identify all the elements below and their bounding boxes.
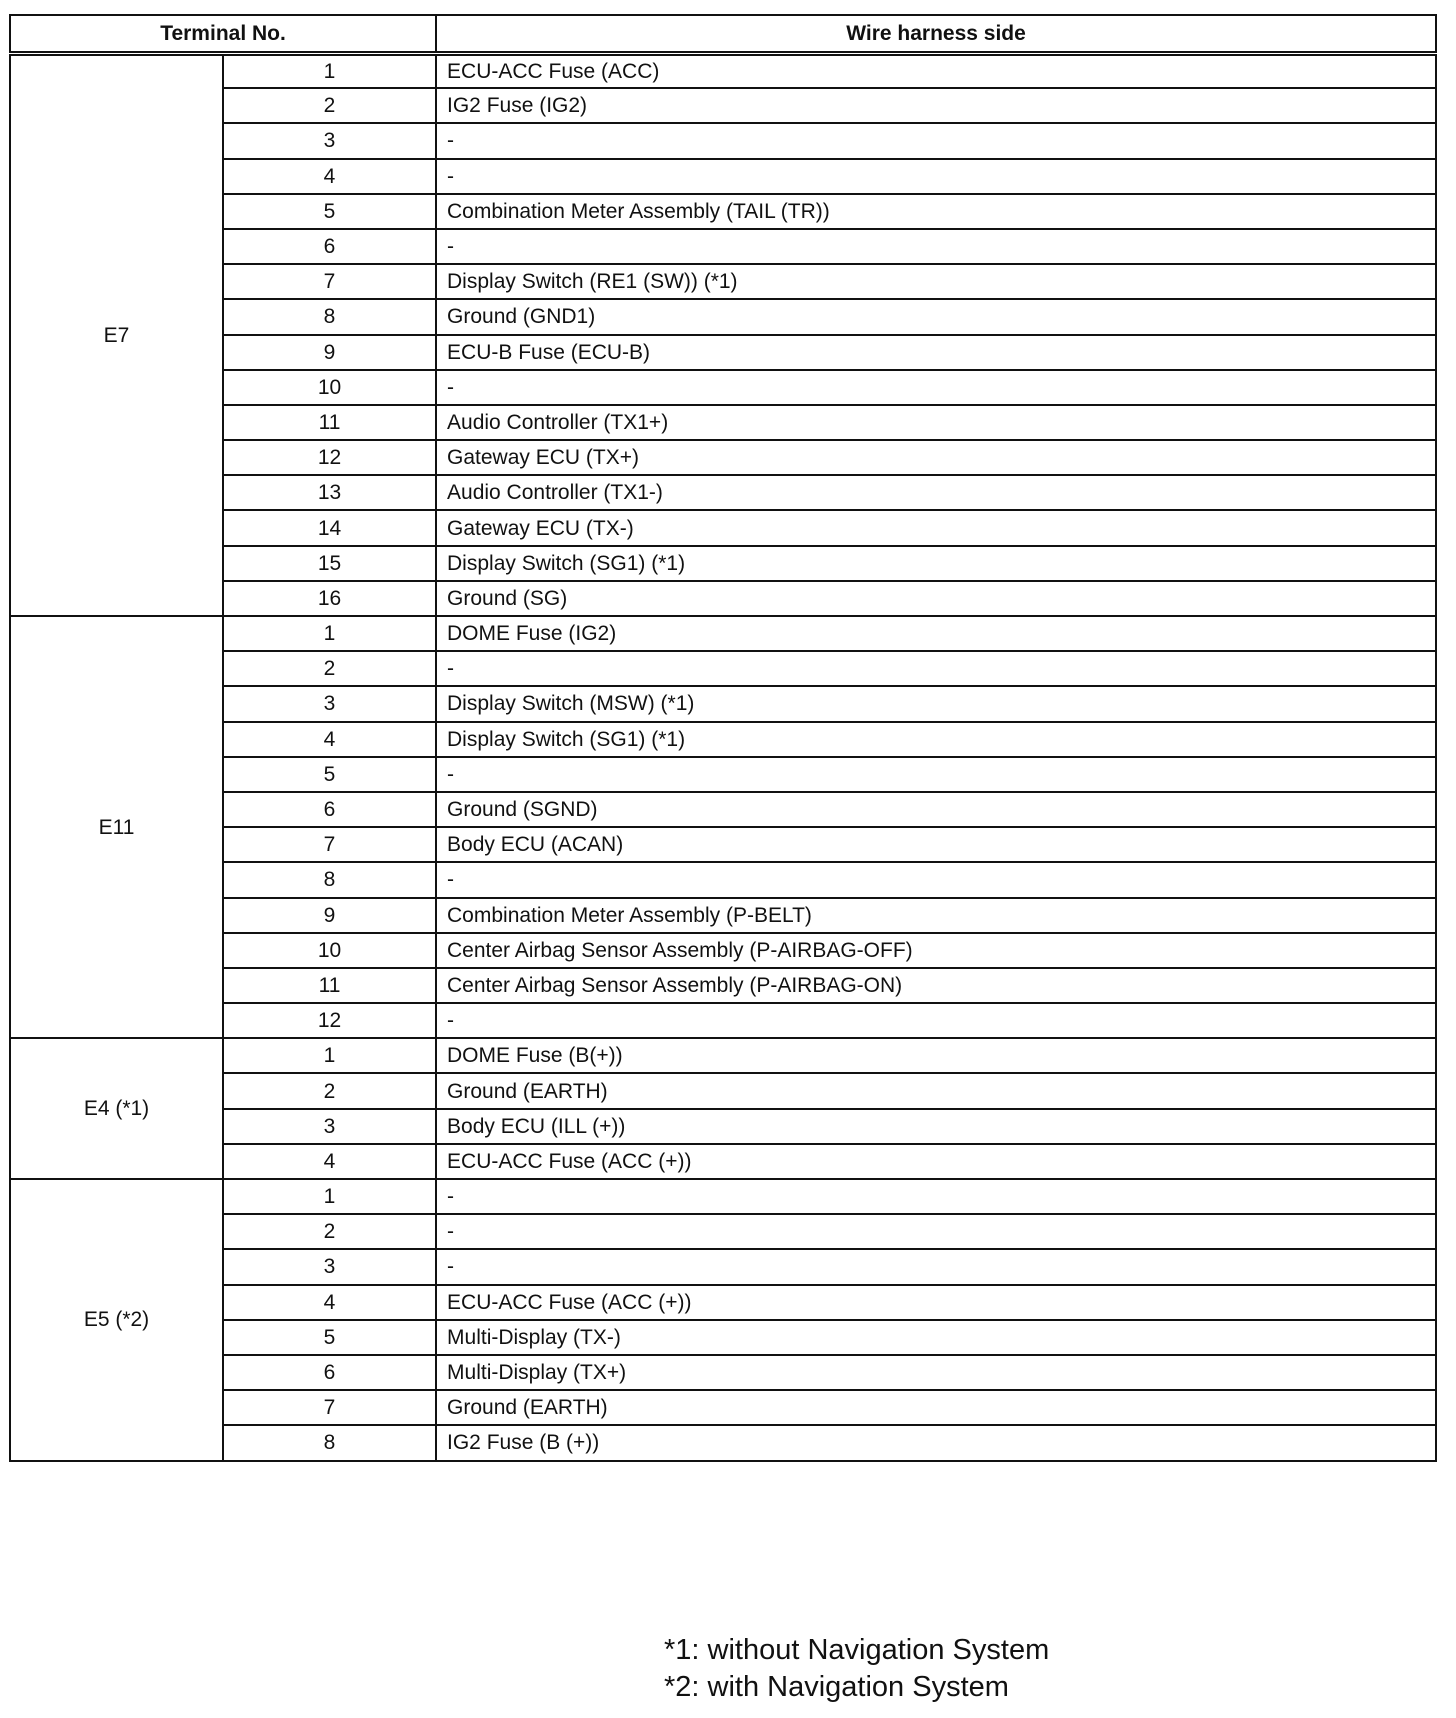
- table-row: [10, 1073, 1436, 1108]
- table-row: [10, 1038, 1436, 1073]
- pin-number-cell: 4: [223, 1285, 436, 1320]
- pin-number-cell: 1: [223, 53, 436, 88]
- pin-number-cell: 9: [223, 335, 436, 370]
- table-row: [10, 1249, 1436, 1284]
- table-row: [10, 1285, 1436, 1320]
- wire-harness-cell: Display Switch (SG1) (*1): [436, 722, 1436, 757]
- table-row: [10, 159, 1436, 194]
- pin-number-cell: 2: [223, 1214, 436, 1249]
- wire-harness-cell: DOME Fuse (B(+)): [436, 1038, 1436, 1073]
- pin-number-cell: 4: [223, 722, 436, 757]
- table-row: [10, 1003, 1436, 1038]
- terminal-sheet: [9, 14, 1435, 1462]
- table-row: [10, 1425, 1436, 1460]
- table-row: [10, 264, 1436, 299]
- wire-harness-cell: -: [436, 370, 1436, 405]
- wire-harness-cell: -: [436, 1003, 1436, 1038]
- wire-harness-cell: -: [436, 159, 1436, 194]
- table-row: [10, 933, 1436, 968]
- header-wire-harness-side: Wire harness side: [436, 15, 1436, 53]
- wire-harness-cell: DOME Fuse (IG2): [436, 616, 1436, 651]
- wire-harness-cell: Ground (EARTH): [436, 1390, 1436, 1425]
- pin-number-cell: 15: [223, 546, 436, 581]
- pin-number-cell: 11: [223, 968, 436, 1003]
- pin-number-cell: 8: [223, 299, 436, 334]
- terminal-table: [9, 14, 1437, 1462]
- wire-harness-cell: -: [436, 651, 1436, 686]
- connector-cell: E7: [10, 53, 223, 616]
- wire-harness-cell: ECU-ACC Fuse (ACC (+)): [436, 1144, 1436, 1179]
- footnote-2: *2: with Navigation System: [664, 1671, 1009, 1703]
- table-body: [10, 53, 1436, 1461]
- pin-number-cell: 3: [223, 686, 436, 721]
- table-row: [10, 53, 1436, 88]
- pin-number-cell: 9: [223, 898, 436, 933]
- table-row: [10, 475, 1436, 510]
- pin-number-cell: 1: [223, 1038, 436, 1073]
- table-header-row: [10, 15, 1436, 53]
- wire-harness-cell: Combination Meter Assembly (TAIL (TR)): [436, 194, 1436, 229]
- table-row: [10, 88, 1436, 123]
- pin-number-cell: 1: [223, 616, 436, 651]
- wire-harness-cell: Ground (SGND): [436, 792, 1436, 827]
- table-row: [10, 686, 1436, 721]
- table-row: [10, 1144, 1436, 1179]
- pin-number-cell: 10: [223, 933, 436, 968]
- table-row: [10, 299, 1436, 334]
- pin-number-cell: 3: [223, 1109, 436, 1144]
- connector-cell: E11: [10, 616, 223, 1038]
- wire-harness-cell: ECU-ACC Fuse (ACC (+)): [436, 1285, 1436, 1320]
- wire-harness-cell: Ground (SG): [436, 581, 1436, 616]
- wire-harness-cell: Combination Meter Assembly (P-BELT): [436, 898, 1436, 933]
- table-row: [10, 229, 1436, 264]
- wire-harness-cell: Multi-Display (TX-): [436, 1320, 1436, 1355]
- pin-number-cell: 5: [223, 757, 436, 792]
- wire-harness-cell: Multi-Display (TX+): [436, 1355, 1436, 1390]
- pin-number-cell: 2: [223, 651, 436, 686]
- wire-harness-cell: Display Switch (SG1) (*1): [436, 546, 1436, 581]
- wire-harness-cell: Body ECU (ACAN): [436, 827, 1436, 862]
- pin-number-cell: 11: [223, 405, 436, 440]
- pin-number-cell: 2: [223, 1073, 436, 1108]
- wire-harness-cell: -: [436, 757, 1436, 792]
- table-row: [10, 1179, 1436, 1214]
- table-row: [10, 1390, 1436, 1425]
- pin-number-cell: 3: [223, 1249, 436, 1284]
- wire-harness-cell: ECU-B Fuse (ECU-B): [436, 335, 1436, 370]
- pin-number-cell: 6: [223, 229, 436, 264]
- pin-number-cell: 6: [223, 792, 436, 827]
- table-row: [10, 1214, 1436, 1249]
- connector-cell: E4 (*1): [10, 1038, 223, 1179]
- table-row: [10, 862, 1436, 897]
- wire-harness-cell: Center Airbag Sensor Assembly (P-AIRBAG-OFF): [436, 933, 1436, 968]
- pin-number-cell: 1: [223, 1179, 436, 1214]
- pin-number-cell: 7: [223, 1390, 436, 1425]
- table-row: [10, 757, 1436, 792]
- wire-harness-cell: ECU-ACC Fuse (ACC): [436, 53, 1436, 88]
- footnote-1: *1: without Navigation System: [664, 1634, 1050, 1666]
- wire-harness-cell: Body ECU (ILL (+)): [436, 1109, 1436, 1144]
- pin-number-cell: 4: [223, 159, 436, 194]
- table-row: [10, 194, 1436, 229]
- table-row: [10, 405, 1436, 440]
- wire-harness-cell: -: [436, 1179, 1436, 1214]
- table-row: [10, 581, 1436, 616]
- wire-harness-cell: Display Switch (RE1 (SW)) (*1): [436, 264, 1436, 299]
- table-row: [10, 546, 1436, 581]
- wire-harness-cell: Gateway ECU (TX+): [436, 440, 1436, 475]
- table-row: [10, 792, 1436, 827]
- table-row: [10, 510, 1436, 545]
- table-row: [10, 651, 1436, 686]
- pin-number-cell: 7: [223, 264, 436, 299]
- pin-number-cell: 10: [223, 370, 436, 405]
- table-row: [10, 123, 1436, 158]
- pin-number-cell: 5: [223, 1320, 436, 1355]
- connector-cell: E5 (*2): [10, 1179, 223, 1461]
- wire-harness-cell: -: [436, 1214, 1436, 1249]
- pin-number-cell: 5: [223, 194, 436, 229]
- wire-harness-cell: Audio Controller (TX1-): [436, 475, 1436, 510]
- wire-harness-cell: Center Airbag Sensor Assembly (P-AIRBAG-ON): [436, 968, 1436, 1003]
- header-terminal-no: Terminal No.: [10, 15, 436, 53]
- table-row: [10, 440, 1436, 475]
- pin-number-cell: 12: [223, 1003, 436, 1038]
- pin-number-cell: 6: [223, 1355, 436, 1390]
- table-row: [10, 616, 1436, 651]
- table-row: [10, 1355, 1436, 1390]
- wire-harness-cell: Gateway ECU (TX-): [436, 510, 1436, 545]
- pin-number-cell: 13: [223, 475, 436, 510]
- table-row: [10, 968, 1436, 1003]
- table-row: [10, 370, 1436, 405]
- pin-number-cell: 16: [223, 581, 436, 616]
- wire-harness-cell: -: [436, 123, 1436, 158]
- table-row: [10, 1320, 1436, 1355]
- pin-number-cell: 12: [223, 440, 436, 475]
- wire-harness-cell: -: [436, 1249, 1436, 1284]
- pin-number-cell: 7: [223, 827, 436, 862]
- pin-number-cell: 8: [223, 1425, 436, 1460]
- footnotes: [664, 1632, 1049, 1706]
- table-row: [10, 335, 1436, 370]
- wire-harness-cell: Ground (GND1): [436, 299, 1436, 334]
- wire-harness-cell: IG2 Fuse (IG2): [436, 88, 1436, 123]
- table-row: [10, 722, 1436, 757]
- pin-number-cell: 2: [223, 88, 436, 123]
- pin-number-cell: 14: [223, 510, 436, 545]
- table-row: [10, 827, 1436, 862]
- wire-harness-cell: -: [436, 229, 1436, 264]
- wire-harness-cell: Display Switch (MSW) (*1): [436, 686, 1436, 721]
- table-row: [10, 898, 1436, 933]
- pin-number-cell: 4: [223, 1144, 436, 1179]
- wire-harness-cell: Ground (EARTH): [436, 1073, 1436, 1108]
- table-row: [10, 1109, 1436, 1144]
- wire-harness-cell: IG2 Fuse (B (+)): [436, 1425, 1436, 1460]
- pin-number-cell: 3: [223, 123, 436, 158]
- wire-harness-cell: -: [436, 862, 1436, 897]
- pin-number-cell: 8: [223, 862, 436, 897]
- wire-harness-cell: Audio Controller (TX1+): [436, 405, 1436, 440]
